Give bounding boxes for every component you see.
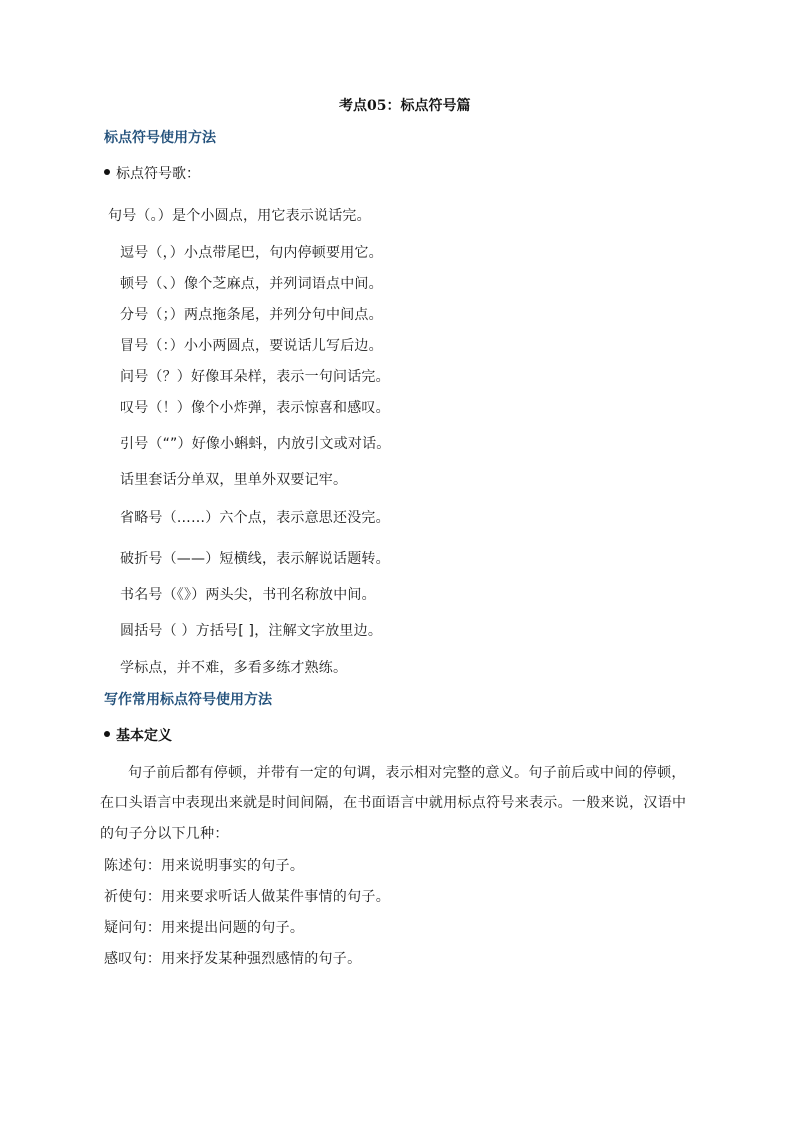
bullet-label: 基本定义 <box>116 728 172 744</box>
song-line: 话里套话分单双，里单外双要记牢。 <box>120 472 348 488</box>
song-line: 书名号（《》）两头尖，书刊名称放中间。 <box>120 587 376 603</box>
bullet-punctuation-song <box>104 163 200 183</box>
bullet-label: 标点符号歌： <box>116 166 200 182</box>
page-title: 考点05：标点符号篇 <box>339 98 471 114</box>
section-heading-punctuation-usage: 标点符号使用方法 <box>104 130 216 146</box>
song-line: 叹号（！）像个小炸弹，表示惊喜和感叹。 <box>120 400 390 416</box>
song-line: 学标点，并不难，多看多练才熟练。 <box>120 660 348 676</box>
section-heading-writing-punctuation: 写作常用标点符号使用方法 <box>104 692 272 708</box>
song-line: 引号（“”）好像小蝌蚪，内放引文或对话。 <box>120 436 391 452</box>
song-line: 省略号（……）六个点，表示意思还没完。 <box>120 510 390 526</box>
paragraph-line: 的句子分以下几种： <box>100 826 229 842</box>
song-line: 冒号（：）小小两圆点，要说话儿写后边。 <box>120 338 383 354</box>
song-line: 圆括号（ ）方括号[ ]，注解文字放里边。 <box>120 623 383 639</box>
song-line: 破折号（——）短横线，表示解说话题转。 <box>120 551 390 567</box>
paragraph-line: 句子前后都有停顿，并带有一定的句调，表示相对完整的意义。句子前后或中间的停顿， <box>128 765 686 781</box>
song-line: 问号（？）好像耳朵样，表示一句问话完。 <box>120 369 390 385</box>
song-line: 句号（。）是个小圆点，用它表示说话完。 <box>108 208 371 224</box>
sentence-type-item: 疑问句：用来提出问题的句子。 <box>104 920 305 936</box>
bullet-dot-icon <box>104 731 110 737</box>
sentence-type-item: 陈述句：用来说明事实的句子。 <box>104 858 305 874</box>
bullet-basic-definition <box>104 725 172 745</box>
sentence-type-item: 祈使句：用来要求听话人做某件事情的句子。 <box>104 889 390 905</box>
song-line: 逗号（，）小点带尾巴，句内停顿要用它。 <box>120 245 383 261</box>
paragraph-line: 在口头语言中表现出来就是时间间隔，在书面语言中就用标点符号来表示。一般来说，汉语中 <box>100 795 687 811</box>
song-line: 顿号（、）像个芝麻点，并列词语点中间。 <box>120 276 383 292</box>
song-line: 分号（；）两点拖条尾，并列分句中间点。 <box>120 307 383 323</box>
sentence-type-item: 感叹句：用来抒发某种强烈感情的句子。 <box>104 951 362 967</box>
bullet-dot-icon <box>104 169 110 175</box>
